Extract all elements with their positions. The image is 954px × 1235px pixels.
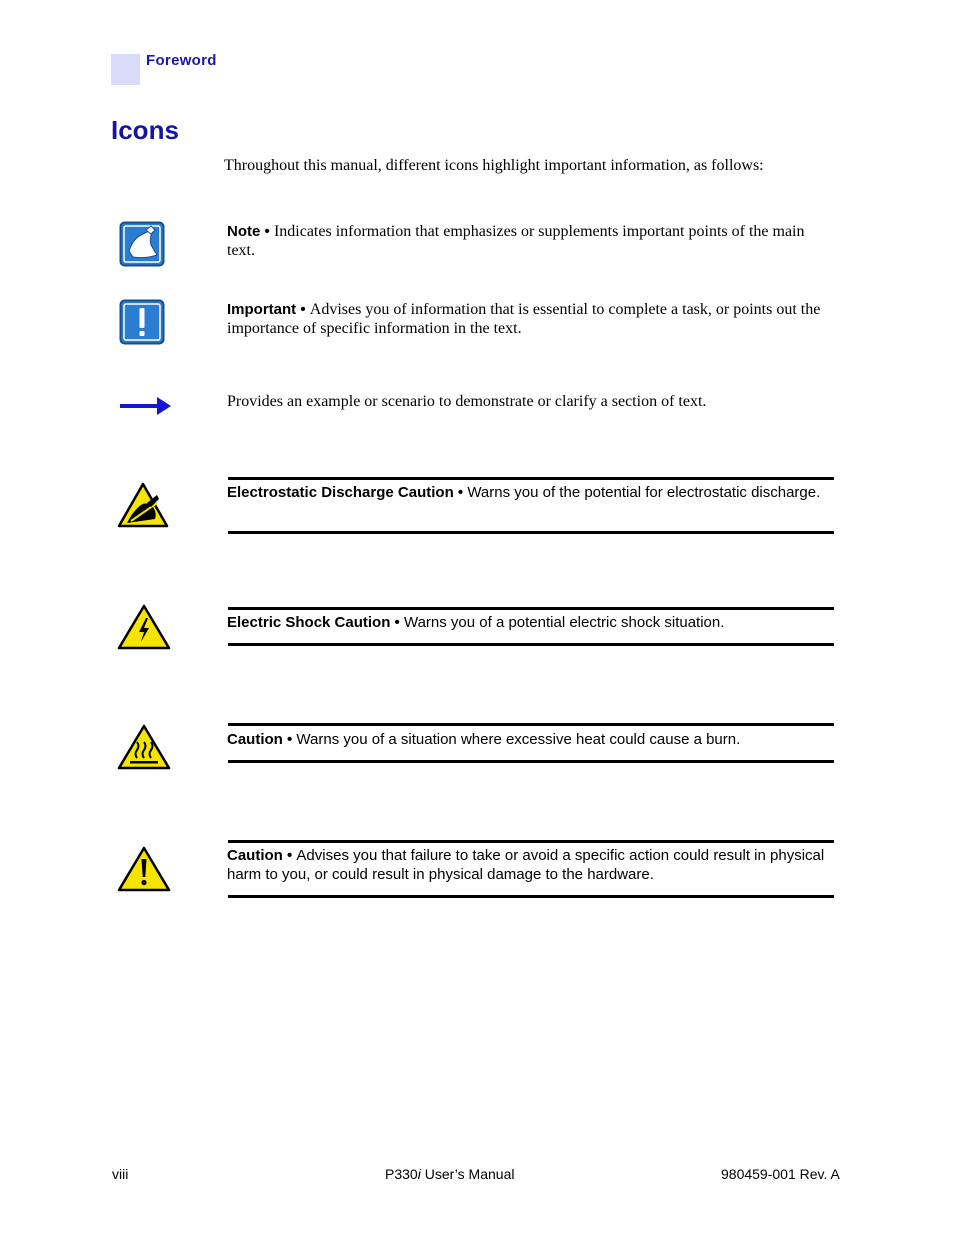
note-icon <box>119 221 165 267</box>
important-icon <box>119 299 165 345</box>
note-text: Note • Indicates information that emphasizes or supplements important points of the main text. <box>227 223 805 259</box>
esd-text: Electrostatic Discharge Caution • Warns you of the potential for electrostatic discharge. <box>227 484 821 501</box>
manual-title: P330i User’s Manual <box>385 1166 515 1182</box>
page-number: viii <box>112 1166 129 1182</box>
intro-text: Throughout this manual, different icons highlight important information, as follows: <box>224 157 764 174</box>
divider-rule <box>228 723 834 726</box>
page-title: Icons <box>111 115 179 145</box>
arrow-icon <box>119 395 173 417</box>
divider-rule <box>228 477 834 480</box>
divider-rule <box>228 607 834 610</box>
caution-icon <box>117 846 171 892</box>
shock-text: Electric Shock Caution • Warns you of a potential electric shock situation. <box>227 614 725 631</box>
caution-text: Caution • Advises you that failure to take or avoid a specific action could result in physical harm to you, or could result in physical damage to the hardware. <box>227 847 825 883</box>
hot-surface-icon <box>117 724 171 770</box>
header-marker <box>111 54 140 85</box>
divider-rule <box>228 895 834 898</box>
example-text: Provides an example or scenario to demonstrate or clarify a section of text. <box>227 393 707 410</box>
shock-icon <box>117 604 171 650</box>
divider-rule <box>228 643 834 646</box>
divider-rule <box>228 531 834 534</box>
hot-surface-text: Caution • Warns you of a situation where excessive heat could cause a burn. <box>227 731 741 748</box>
section-label: Foreword <box>146 52 217 69</box>
esd-icon <box>117 481 169 529</box>
divider-rule <box>228 760 834 763</box>
document-number: 980459-001 Rev. A <box>721 1166 840 1182</box>
important-text: Important • Advises you of information that is essential to complete a task, or points out the importance of specific information in the text. <box>227 301 821 337</box>
divider-rule <box>228 840 834 843</box>
